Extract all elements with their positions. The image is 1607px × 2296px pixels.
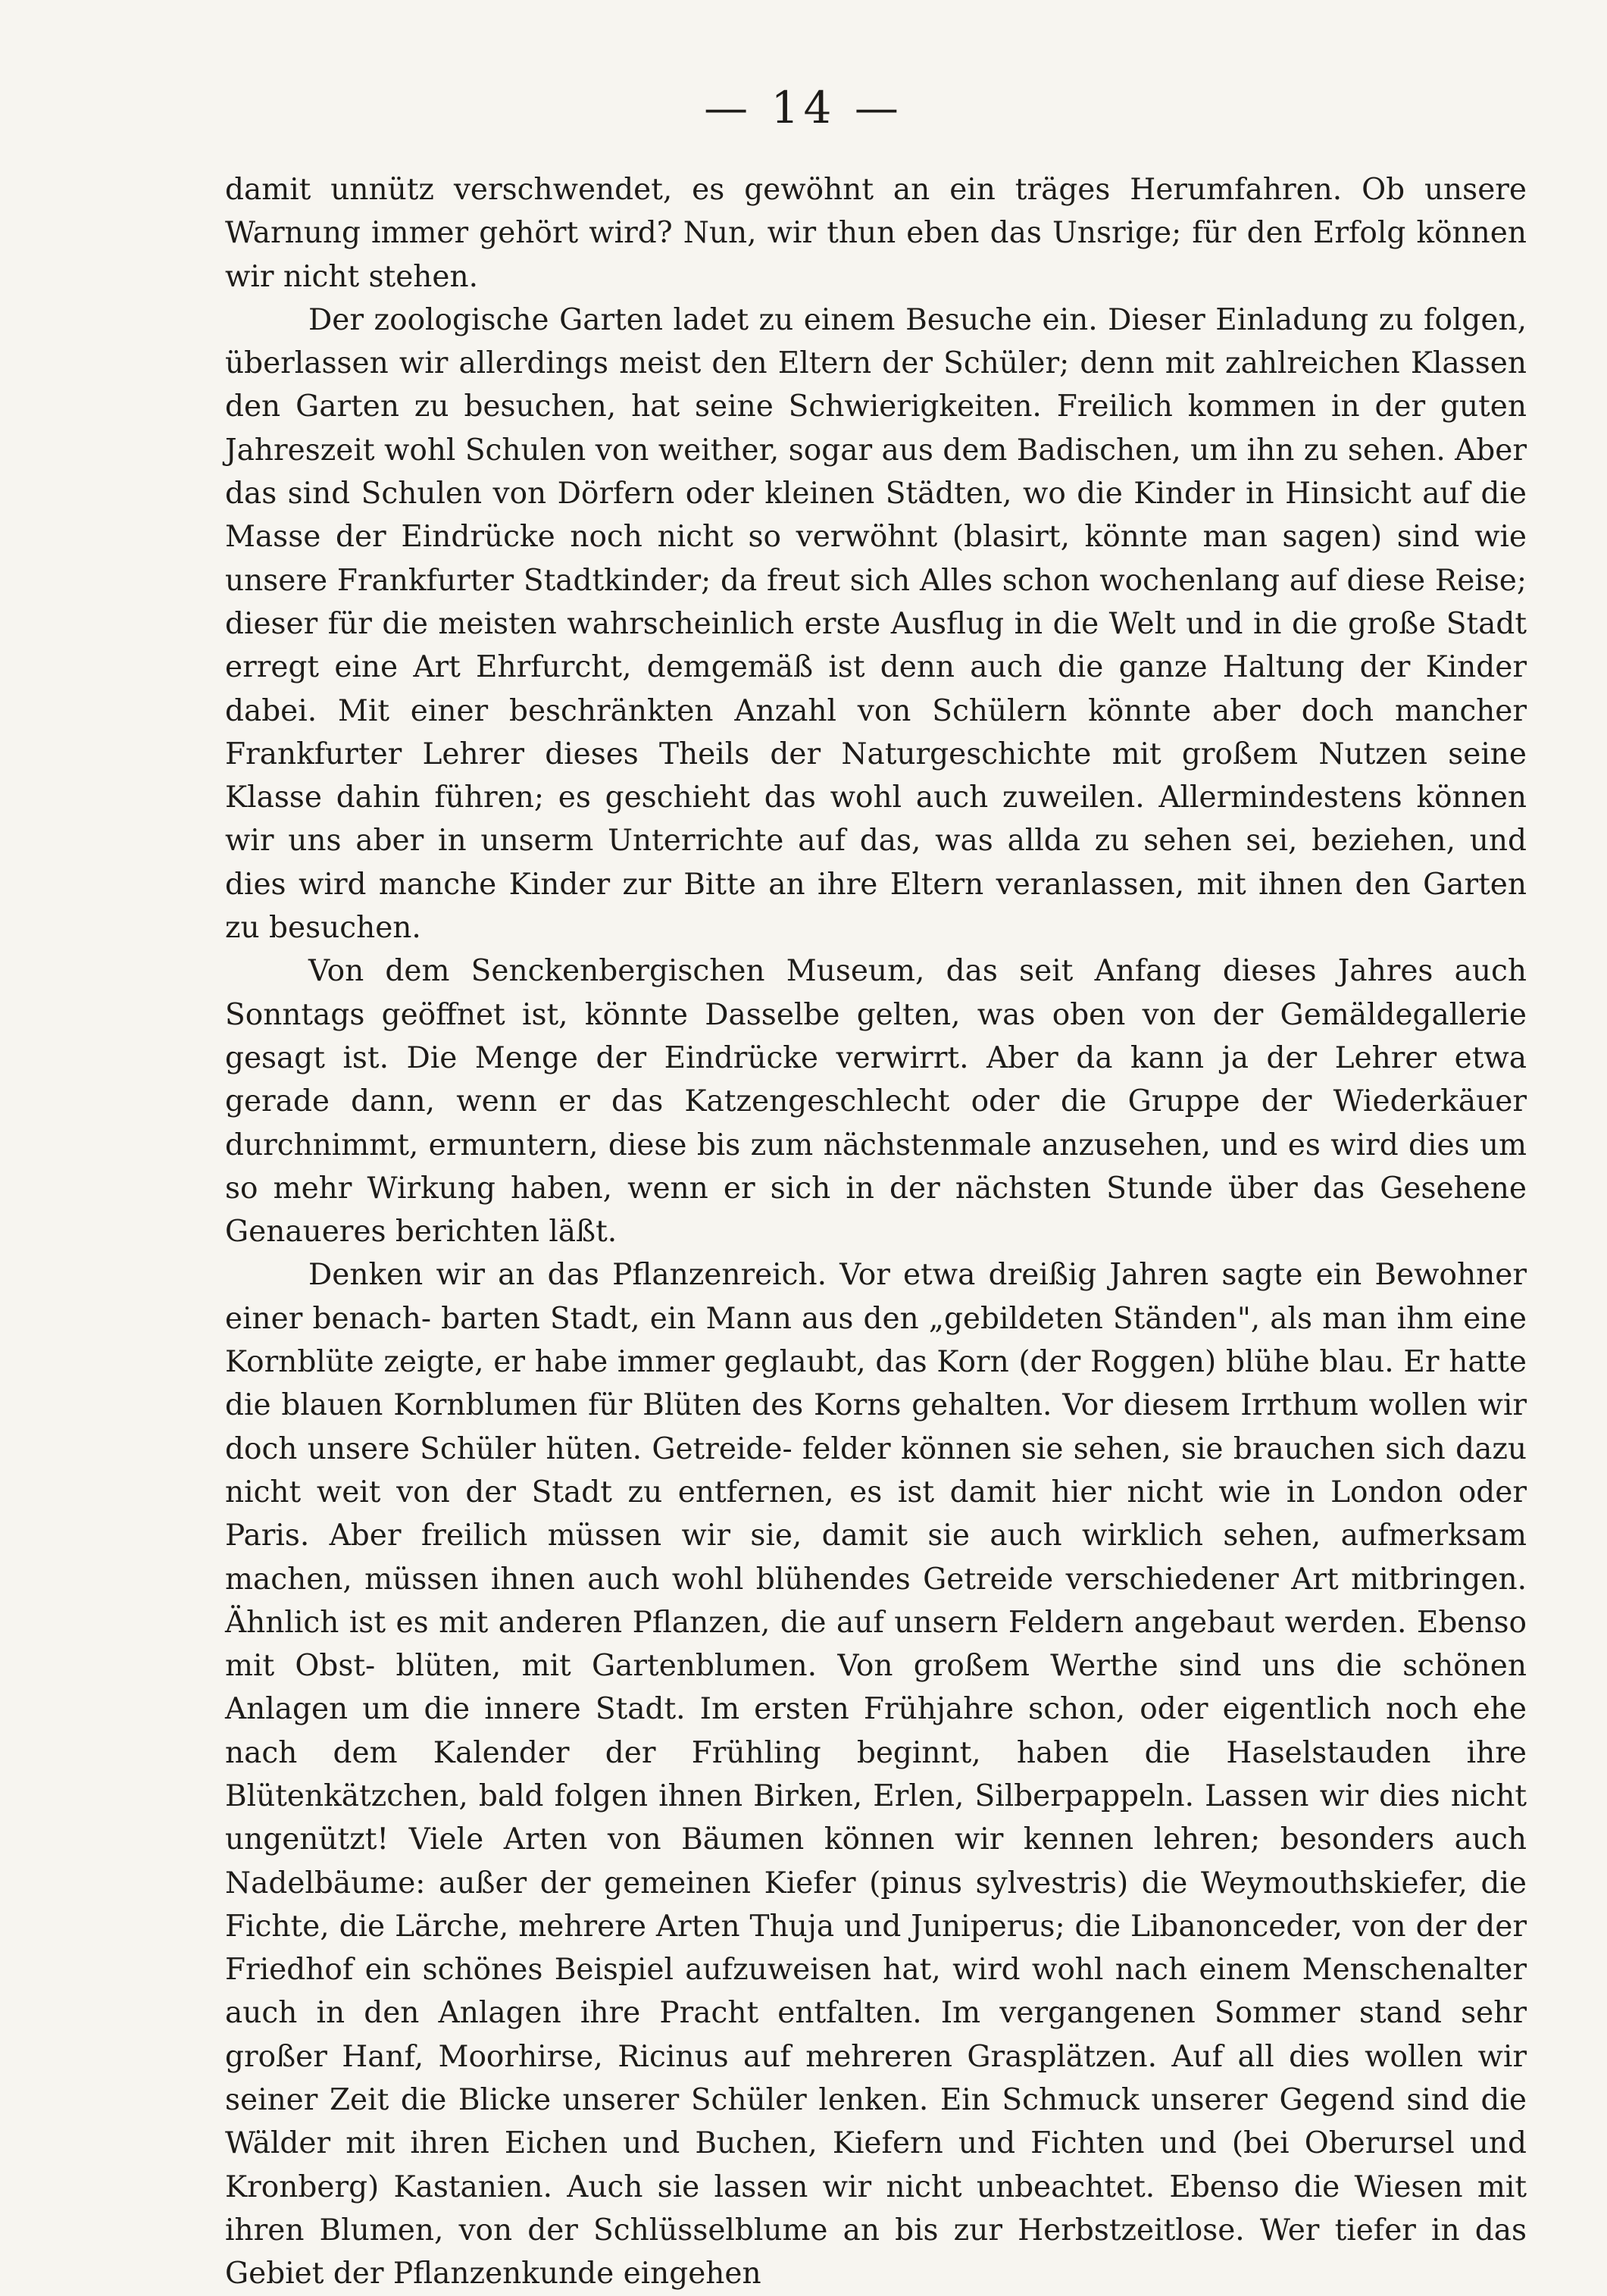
paragraph-continuation: damit unnütz verschwendet, es gewöhnt an ein träges Herumfahren. Ob unsere Warnung immer gehört wird? Nun, wir thun eben das Unsrige; für den Erfolg können wir nicht stehen. [225, 173, 1527, 294]
paragraph-plant-kingdom: Denken wir an das Pflanzenreich. Vor etwa dreißig Jahren sagte ein Bewohner einer benach- barten Stadt, ein Mann aus den „gebildeten Ständen", als man ihm eine Kornblüte zeigte, er habe immer geglaubt, das Korn (der Roggen) blühe blau. Er hatte die blauen Kornblumen für Blüten des Korns gehalten. Vor diesem Irrthum wollen wir doch unsere Schüler hüten. Getreide- felder können sie sehen, sie brauchen sich dazu nicht weit von der Stadt zu entfernen, es ist damit hier nicht wie in London oder Paris. Aber freilich müssen wir sie, damit sie auch wirklich sehen, aufmerksam machen, müssen ihnen auch wohl blühendes Getreide verschiedener Art mitbringen. Ähnlich ist es mit anderen Pflanzen, die auf unsern Feldern angebaut werden. Ebenso mit Obst- blüten, mit Gartenblumen. Von großem Werthe sind uns die schönen Anlagen um die innere Stadt. Im ersten Frühjahre schon, oder eigentlich noch ehe nach dem Kalender der Frühling beginnt, haben die Haselstauden ihre Blütenkätzchen, bald folgen ihnen Birken, Erlen, Silberpappeln. Lassen wir dies nicht ungenützt! Viele Arten von Bäumen können wir kennen lehren; besonders auch Nadelbäume: außer der gemeinen Kiefer (pinus sylvestris) die Weymouthskiefer, die Fichte, die Lärche, mehrere Arten Thuja und Juniperus; die Libanonceder, von der der Friedhof ein schönes Beispiel aufzuweisen hat, wird wohl nach einem Menschenalter auch in den Anlagen ihre Pracht entfalten. Im vergangenen Sommer stand sehr großer Hanf, Moorhirse, Ricinus auf mehreren Grasplätzen. Auf all dies wollen wir seiner Zeit die Blicke unserer Schüler lenken. Ein Schmuck unserer Gegend sind die Wälder mit ihren Eichen und Buchen, Kiefern und Fichten und (bei Oberursel und Kronberg) Kastanien. Auch sie lassen wir nicht unbeachtet. Ebenso die Wiesen mit ihren Blumen, von der Schlüsselblume an bis zur Herbstzeitlose. Wer tiefer in das Gebiet der Pflanzenkunde eingehen [225, 1258, 1527, 2291]
page-number: — 14 — [704, 82, 903, 133]
paragraph-zoological-garden: Der zoologische Garten ladet zu einem Besuche ein. Dieser Einladung zu folgen, überlassen wir allerdings meist den Eltern der Schüler; denn mit zahlreichen Klassen den Garten zu besuchen, hat seine Schwierigkeiten. Freilich kommen in der guten Jahreszeit wohl Schulen von weither, sogar aus dem Badischen, um ihn zu sehen. Aber das sind Schulen von Dörfern oder kleinen Städten, wo die Kinder in Hinsicht auf die Masse der Eindrücke noch nicht so verwöhnt (blasirt, könnte man sagen) sind wie unsere Frankfurter Stadtkinder; da freut sich Alles schon wochenlang auf diese Reise; dieser für die meisten wahrscheinlich erste Ausflug in die Welt und in die große Stadt erregt eine Art Ehrfurcht, demgemäß ist denn auch die ganze Haltung der Kinder dabei. Mit einer beschränkten Anzahl von Schülern könnte aber doch mancher Frankfurter Lehrer dieses Theils der Naturgeschichte mit großem Nutzen seine Klasse dahin führen; es geschieht das wohl auch zuweilen. Allermindestens können wir uns aber in unserm Unterrichte auf das, was allda zu sehen sei, beziehen, und dies wird manche Kinder zur Bitte an ihre Eltern veranlassen, mit ihnen den Garten zu besuchen. [225, 302, 1527, 946]
body-text [225, 168, 1527, 2296]
paragraph-senckenberg-museum: Von dem Senckenbergischen Museum, das seit Anfang dieses Jahres auch Sonntags geöffnet ist, könnte Dasselbe gelten, was oben von der Gemäldegallerie gesagt ist. Die Menge der Eindrücke verwirrt. Aber da kann ja der Lehrer etwa gerade dann, wenn er das Katzengeschlecht oder die Gruppe der Wiederkäuer durchnimmt, ermuntern, diese bis zum nächstenmale anzusehen, und es wird dies um so mehr Wirkung haben, wenn er sich in der nächsten Stunde über das Gesehene Genaueres berichten läßt. [225, 954, 1527, 1250]
